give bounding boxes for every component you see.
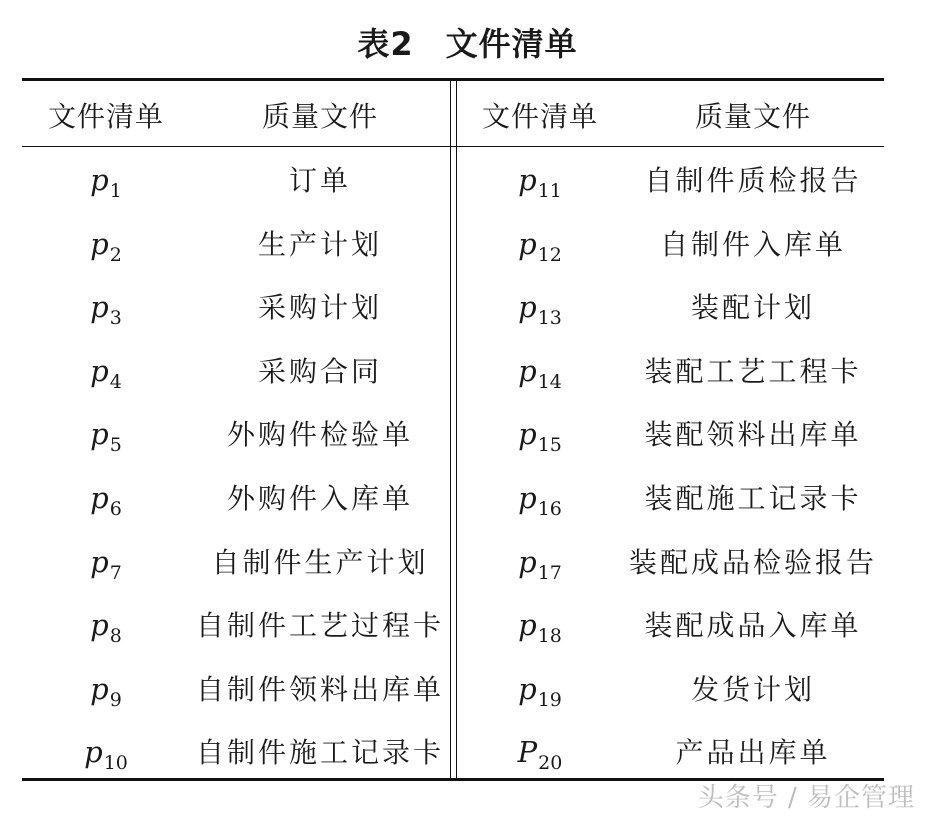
file-id-left	[22, 403, 190, 467]
quality-file-left: 订单	[288, 164, 351, 197]
table-row	[0, 467, 935, 531]
file-id-left	[22, 467, 190, 531]
file-id-letter: p	[90, 671, 109, 706]
file-id-right	[456, 721, 624, 785]
file-id-letter: p	[518, 608, 537, 643]
file-id-right	[456, 594, 624, 658]
file-id-subscript: 4	[109, 370, 122, 393]
file-id-letter: p	[518, 671, 537, 706]
quality-file-left: 采购计划	[257, 291, 382, 325]
file-id-right	[456, 149, 624, 213]
file-id-letter: p	[84, 735, 103, 770]
table-title	[0, 22, 935, 66]
file-id-left	[22, 531, 190, 595]
file-id-subscript: 2	[109, 243, 122, 266]
file-id-subscript: 15	[537, 434, 562, 457]
quality-file-right: 产品出库单	[675, 736, 831, 770]
quality-file-left: 自制件施工记录卡	[195, 736, 444, 770]
file-id-subscript: 12	[537, 243, 562, 266]
table-number: 表2	[357, 25, 414, 63]
file-id-subscript: 20	[538, 752, 563, 775]
header-file-list-left: 文件清单	[47, 100, 164, 133]
file-id-letter: p	[518, 417, 537, 452]
table-row	[0, 149, 935, 213]
file-id-letter: p	[518, 163, 537, 197]
quality-file-left: 生产计划	[257, 227, 382, 261]
quality-file-right: 自制件质检报告	[644, 164, 862, 197]
file-id-letter: p	[90, 226, 109, 261]
file-id-right	[456, 213, 624, 277]
file-id-letter: p	[90, 481, 109, 515]
file-id-letter: p	[518, 353, 537, 388]
file-id-subscript: 9	[109, 688, 122, 711]
quality-file-right: 装配计划	[690, 291, 815, 325]
quality-file-left: 采购合同	[257, 354, 382, 388]
table-row	[0, 721, 935, 785]
table-row	[0, 276, 935, 340]
table-row	[0, 594, 935, 658]
file-id-letter: p	[90, 544, 109, 579]
header-file-list-right: 文件清单	[481, 100, 598, 133]
file-id-subscript: 3	[109, 307, 122, 330]
file-id-subscript: 17	[537, 561, 562, 584]
file-id-letter: p	[90, 417, 109, 452]
quality-file-right: 装配成品检验报告	[628, 545, 877, 579]
file-id-letter: p	[90, 608, 109, 643]
file-id-subscript: 18	[537, 625, 562, 648]
file-id-left	[22, 721, 190, 785]
file-id-left	[22, 276, 190, 340]
quality-file-right: 自制件入库单	[659, 227, 846, 261]
quality-file-left: 外购件入库单	[226, 482, 413, 515]
quality-file-right: 发货计划	[690, 672, 815, 706]
file-id-subscript: 7	[109, 561, 122, 584]
file-id-subscript: 1	[109, 180, 122, 202]
file-id-right	[456, 531, 624, 595]
quality-file-left: 自制件领料出库单	[195, 672, 444, 706]
file-id-left	[22, 594, 190, 658]
quality-file-right: 装配成品入库单	[644, 609, 862, 643]
table-row	[0, 531, 935, 595]
watermark: 头条号 / 易企管理	[697, 783, 915, 813]
file-id-letter: P	[517, 735, 538, 770]
file-id-right	[456, 658, 624, 722]
file-id-subscript: 10	[103, 752, 128, 775]
table-top-rule	[22, 78, 884, 81]
file-id-left	[22, 658, 190, 722]
header-rule	[22, 146, 884, 147]
file-id-left	[22, 149, 190, 213]
file-id-left	[22, 213, 190, 277]
table-row	[0, 213, 935, 277]
header-quality-file-left: 质量文件	[261, 100, 378, 133]
quality-file-right: 装配施工记录卡	[644, 482, 862, 515]
file-id-subscript: 11	[537, 180, 562, 202]
file-id-subscript: 16	[537, 498, 562, 520]
file-id-subscript: 6	[109, 498, 122, 520]
quality-file-left: 自制件生产计划	[211, 545, 429, 579]
table-caption: 文件清单	[445, 25, 578, 63]
file-id-right	[456, 467, 624, 531]
file-id-subscript: 13	[537, 307, 562, 330]
file-id-letter: p	[90, 163, 109, 197]
file-id-subscript: 14	[537, 370, 562, 393]
header-quality-file-right: 质量文件	[694, 100, 811, 133]
file-id-letter: p	[518, 290, 537, 325]
table-row	[0, 403, 935, 467]
file-id-letter: p	[90, 290, 109, 325]
quality-file-right: 装配领料出库单	[644, 418, 862, 452]
quality-file-right: 装配工艺工程卡	[644, 354, 862, 388]
file-id-right	[456, 340, 624, 404]
table-row	[0, 658, 935, 722]
file-id-letter: p	[90, 353, 109, 388]
quality-file-left: 自制件工艺过程卡	[195, 609, 444, 643]
file-id-subscript: 8	[109, 625, 122, 648]
file-id-right	[456, 276, 624, 340]
file-id-letter: p	[518, 481, 537, 515]
quality-file-left: 外购件检验单	[226, 418, 413, 452]
file-id-right	[456, 403, 624, 467]
table-row	[0, 340, 935, 404]
file-id-letter: p	[518, 226, 537, 261]
file-id-subscript: 5	[109, 434, 122, 457]
file-id-letter: p	[518, 544, 537, 579]
file-id-left	[22, 340, 190, 404]
file-id-subscript: 19	[537, 688, 562, 711]
